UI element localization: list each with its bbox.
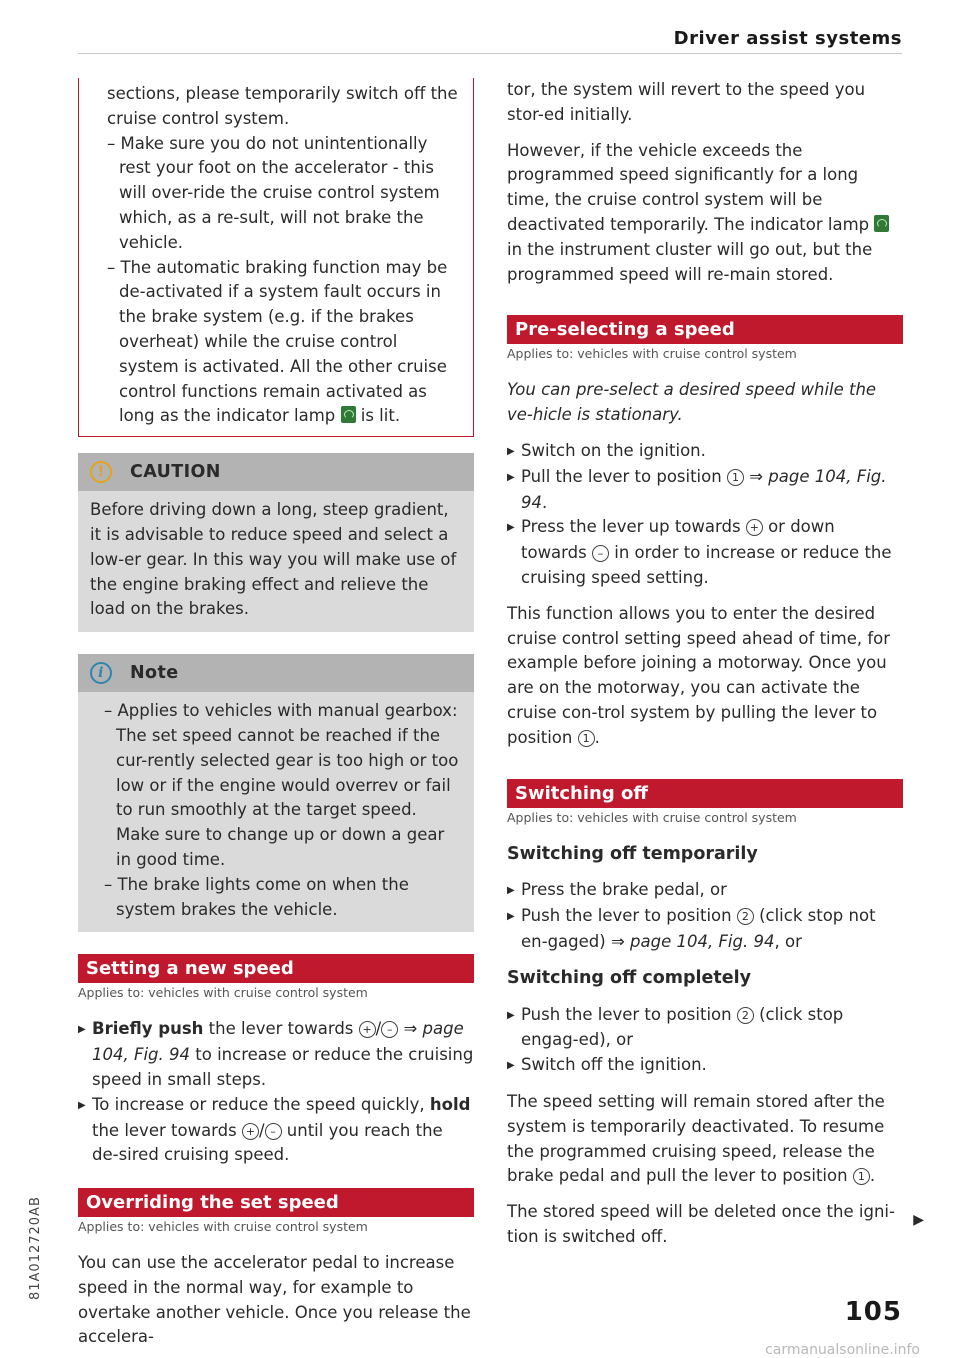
note-item: – The brake lights come on when the system brakes the vehicle. (104, 874, 409, 919)
body-paragraph: tor, the system will revert to the speed you stor-ed initially. (507, 80, 866, 124)
caution-box (78, 453, 474, 632)
body-paragraph: The speed setting will remain stored after the system is temporarily deactivated. To resume the programmed cruising speed, release the brake pedal and pull the lever to position 1 . (507, 1091, 885, 1186)
position-1-symbol: 1 (727, 469, 744, 486)
position-2-symbol: 2 (737, 908, 754, 925)
instruction-step: ▶ Push the lever to position 2 (click stop engag-ed), or (507, 1003, 903, 1054)
applies-to: Applies to: vehicles with cruise control system (78, 985, 368, 1001)
applies-to: Applies to: vehicles with cruise control system (78, 1219, 368, 1235)
caution-body: Before driving down a long, steep gradient, it is advisable to reduce speed and select a low-er gear. In this way you will make use of the engine braking effect and relieve the load on the brakes. (90, 500, 457, 619)
minus-symbol-icon: – (381, 1021, 398, 1038)
info-icon: i (90, 662, 112, 684)
warning-line: sections, please temporarily switch off the cruise control system. (107, 84, 458, 128)
body-paragraph: The stored speed will be deleted once the igni-tion is switched off. (507, 1202, 895, 1246)
left-column (78, 78, 474, 1350)
note-body (78, 692, 474, 932)
caution-header (78, 453, 474, 491)
instruction-step: ▶ To increase or reduce the speed quickly, hold the lever towards + / – until you reach the de-sired cruising speed. (78, 1093, 474, 1168)
header-divider (78, 53, 902, 54)
applies-to: Applies to: vehicles with cruise control system (507, 346, 797, 362)
plus-symbol-icon: + (359, 1021, 376, 1038)
position-1-symbol: 1 (578, 730, 595, 747)
instruction-step: ▶ Press the lever up towards + or down towards – in order to increase or reduce the cruising speed setting. (507, 515, 903, 590)
note-title: Note (130, 662, 179, 683)
watermark: carmanualsonline.info (765, 1342, 920, 1358)
position-1-symbol: 1 (853, 1168, 870, 1185)
plus-symbol-icon: + (242, 1123, 259, 1140)
cruise-indicator-lamp-icon (874, 215, 889, 232)
section-heading-switching-off: Switching off (507, 779, 903, 808)
document-code: 81A012720AB (28, 1196, 43, 1300)
instruction-step: ▶ Pull the lever to position 1 ⇒ page 104, Fig. 94. (507, 465, 903, 516)
section-heading-preselect: Pre-selecting a speed (507, 315, 903, 344)
intro-paragraph: You can pre-select a desired speed while the ve-hicle is stationary. (507, 380, 877, 425)
minus-symbol-icon: – (265, 1123, 282, 1140)
plus-symbol-icon: + (746, 519, 763, 536)
subheading-temporarily: Switching off temporarily (507, 843, 758, 864)
instruction-step: ▶ Switch off the ignition. (507, 1053, 903, 1079)
caution-title: CAUTION (130, 461, 221, 482)
note-box (78, 654, 474, 932)
warning-item: – Make sure you do not unintentionally rest your foot on the accelerator - this will over-ride the cruise control system which, as a re-sult, will not brake the vehicle. (107, 133, 440, 252)
section-heading-overriding: Overriding the set speed (78, 1188, 474, 1217)
continue-arrow-icon: ▶ (913, 1212, 924, 1228)
caution-icon: ! (90, 461, 112, 483)
page-reference: ⇒ page 104, Fig. 94 (521, 466, 887, 512)
warning-item: – The automatic braking function may be de-activated if a system fault occurs in the brake system (e.g. if the brakes overheat) while the cruise control system is activated. All the other cruise control functions remain activated as long as the indicator lamp is lit. (107, 257, 448, 426)
subheading-completely: Switching off completely (507, 967, 752, 988)
page-reference: ⇒ page 104, Fig. 94 (92, 1019, 464, 1065)
page-header-title: Driver assist systems (673, 28, 902, 49)
body-paragraph: However, if the vehicle exceeds the programmed speed significantly for a long time, the cruise control system will be deactivated temporarily. The indicator lamp in the instrument cluster will go out, but the programmed speed will re-main stored. (507, 139, 903, 288)
page-number: 105 (844, 1297, 902, 1327)
warning-continuation-box (78, 78, 474, 437)
position-2-symbol: 2 (737, 1007, 754, 1024)
instruction-step: ▶ Briefly push the lever towards + / – ⇒ page 104, Fig. 94 to increase or reduce the cruising speed in small steps. (78, 1017, 474, 1092)
page-reference: ⇒ page 104, Fig. 94 (610, 931, 775, 951)
instruction-step: ▶ Switch on the ignition. (507, 439, 903, 465)
note-item: – Applies to vehicles with manual gearbox: The set speed cannot be reached if the cur-rently selected gear is too high or too low or if the engine would overrev or fail to run smoothly at the target speed. Make sure to change up or down a gear in good time. (104, 701, 459, 869)
body-paragraph: You can use the accelerator pedal to increase speed in the normal way, for example to overtake another vehicle. Once you release the accelera- (78, 1253, 471, 1347)
minus-symbol-icon: – (592, 545, 609, 562)
body-paragraph: This function allows you to enter the desired cruise control setting speed ahead of time, for example before joining a motorway. Once you are on the motorway, you can activate the cruise con-trol system by pulling the lever to position 1 . (507, 603, 891, 747)
note-header (78, 654, 474, 692)
instruction-step: ▶ Push the lever to position 2 (click stop not en-gaged) ⇒ page 104, Fig. 94, or (507, 904, 903, 955)
instruction-step: ▶ Press the brake pedal, or (507, 878, 903, 904)
applies-to: Applies to: vehicles with cruise control system (507, 809, 797, 825)
right-column (507, 78, 903, 1250)
cruise-indicator-lamp-icon (341, 406, 356, 423)
section-heading-setting-speed: Setting a new speed (78, 954, 474, 983)
